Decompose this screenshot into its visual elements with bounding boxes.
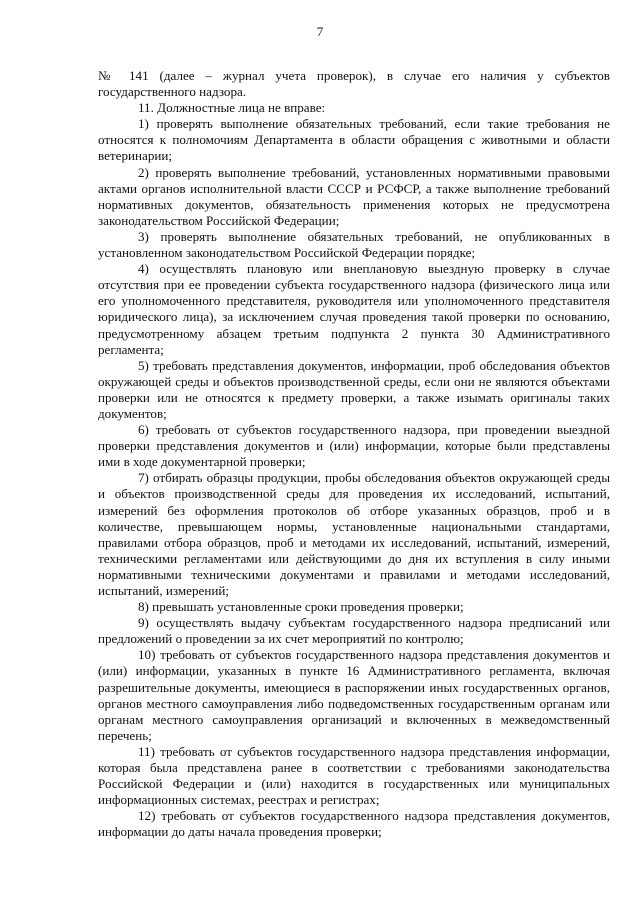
paragraph-item-7: 7) отбирать образцы продукции, пробы обследования объектов окружающей среды и объектов производственной среды для проведения их исследований, испытаний, измерений без оформления протоколов об отборе указанных образцов, проб и в количестве, превышающем нормы, установленные национальными стандартами, правилами отбора образцов, проб и методами их исследований, испытаний, измерений, техническими регламентами или действующими до дня их вступления в силу иными нормативными техническими документами и правилами и методами исследований, испытаний, измерений; [98, 470, 610, 598]
paragraph-continuation: № 141 (далее – журнал учета проверок), в случае его наличия у субъектов государственного надзора. [98, 68, 610, 100]
paragraph-item-11: 11) требовать от субъектов государственного надзора представления информации, которая была представлена ранее в соответствии с требованиями законодательства Российской Федерации и (или) находится в государственных или муниципальных информационных системах, реестрах и регистрах; [98, 743, 610, 808]
paragraph-item-3: 3) проверять выполнение обязательных требований, не опубликованных в установленном законодательством Российской Федерации порядке; [98, 228, 610, 261]
paragraph-item-9: 9) осуществлять выдачу субъектам государственного надзора предписаний или предложений о проведении за их счет мероприятий по контролю; [98, 615, 610, 647]
page-number: 7 [316, 24, 324, 39]
paragraph-section-11-heading: 11. Должностные лица не вправе: [138, 100, 326, 116]
paragraph-item-10: 10) требовать от субъектов государственного надзора представления документов и (или) информации, указанных в пункте 16 Административного регламента, включая разрешительные документы, имеющиеся в распоряжении иных государственных органов, органов местного самоуправления либо подведомственных государственным органам или органам местного самоуправления организаций и включенных в межведомственный перечень; [98, 647, 610, 743]
paragraph-item-6: 6) требовать от субъектов государственного надзора, при проведении выездной проверки представления документов и (или) информации, которые были представлены ими в ходе документарной проверки; [98, 422, 610, 470]
paragraph-item-1: 1) проверять выполнение обязательных требований, если такие требования не относятся к полномочиям Департамента в области обращения с животными и области ветеринарии; [98, 116, 610, 164]
paragraph-item-5: 5) требовать представления документов, информации, проб обследования объектов окружающей среды и объектов производственной среды, если они не являются объектами проверки или не относятся к предмету проверки, а также изымать оригиналы таких документов; [98, 357, 610, 421]
paragraph-item-2: 2) проверять выполнение требований, установленных нормативными правовыми актами органов исполнительной власти СССР и РСФСР, а также выполнение требований нормативных документов, обязательность применения которых не предусмотрена законодательством Российской Федерации; [98, 164, 610, 228]
paragraph-item-4: 4) осуществлять плановую или внеплановую выездную проверку в случае отсутствия при ее проведении субъекта государственного надзора (физического лица или его уполномоченного представителя, руководителя или уполномоченного представителя юридического лица), за исключением случая проведения такой проверки по основанию, предусмотренному абзацем третьим подпункта 2 пункта 30 Административного регламента; [98, 261, 610, 357]
document-body [98, 68, 610, 841]
paragraph-item-8: 8) превышать установленные сроки проведения проверки; [138, 599, 464, 615]
paragraph-item-12: 12) требовать от субъектов государственного надзора представления документов, информации до даты начала проведения проверки; [98, 808, 610, 840]
